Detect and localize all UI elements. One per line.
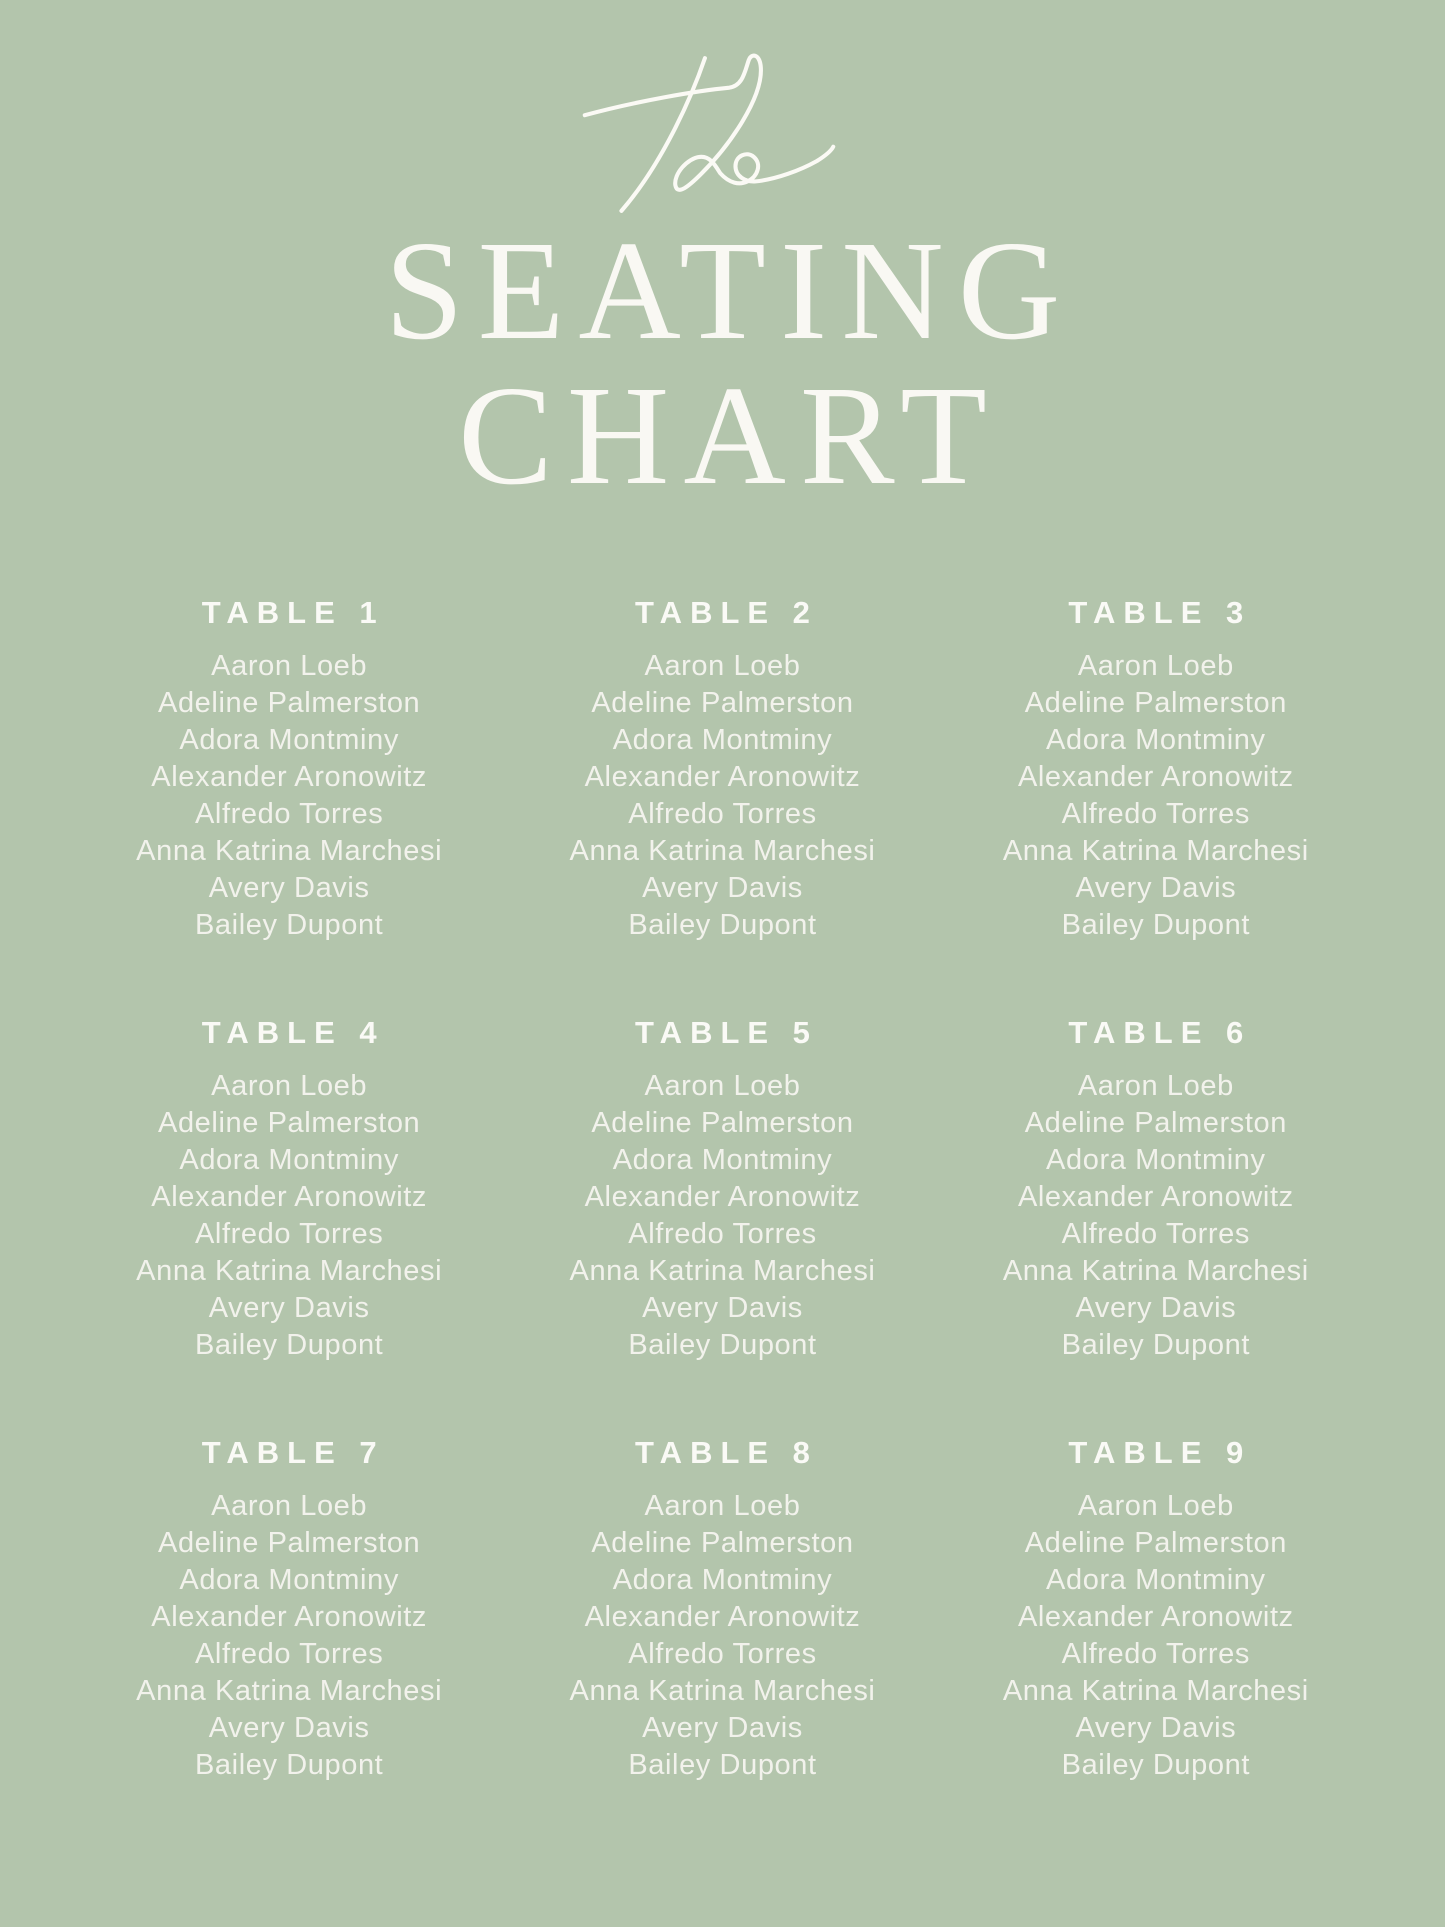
guest-name: Alfredo Torres [1061, 797, 1251, 830]
guest-name: Adora Montminy [612, 1143, 833, 1176]
guest-name: Adeline Palmerston [1024, 1106, 1287, 1139]
title-line-chart: CHART [458, 355, 1001, 514]
guest-name: Alexander Aronowitz [151, 760, 428, 793]
guest-name: Anna Katrina Marchesi [1002, 834, 1309, 867]
guest-name: Alexander Aronowitz [151, 1600, 428, 1633]
guest-name: Adeline Palmerston [591, 686, 854, 719]
guest-name: Aaron Loeb [211, 1489, 368, 1522]
table-label: TABLE 7 [201, 1434, 385, 1470]
guest-name: Alfredo Torres [628, 1217, 817, 1250]
guest-name: Bailey Dupont [194, 1748, 384, 1781]
guest-name: Bailey Dupont [194, 908, 384, 941]
guest-name: Avery Davis [1075, 1291, 1237, 1324]
page-title [0, 211, 1445, 514]
guest-name: Alfredo Torres [194, 1637, 384, 1670]
tables-grid [73, 594, 1373, 1784]
guest-name: Adeline Palmerston [1024, 1526, 1287, 1559]
guest-name: Bailey Dupont [1061, 1328, 1250, 1361]
guest-name: Adora Montminy [612, 723, 833, 756]
table-section [73, 1434, 506, 1784]
table-section [939, 594, 1372, 944]
guest-name: Avery Davis [642, 871, 803, 904]
guest-name: Anna Katrina Marchesi [136, 1674, 443, 1707]
guest-name: Bailey Dupont [628, 1748, 817, 1781]
guest-name: Anna Katrina Marchesi [569, 1254, 876, 1287]
guest-list [506, 648, 939, 944]
guest-list [506, 1488, 939, 1784]
guest-list [506, 1068, 939, 1364]
guest-name: Adeline Palmerston [158, 1526, 421, 1559]
guest-name: Alfredo Torres [628, 797, 817, 830]
script-the-word [576, 50, 842, 218]
guest-name: Bailey Dupont [628, 908, 817, 941]
guest-name: Avery Davis [208, 1291, 370, 1324]
guest-name: Bailey Dupont [628, 1328, 817, 1361]
guest-name: Aaron Loeb [1077, 649, 1234, 682]
guest-name: Anna Katrina Marchesi [1002, 1674, 1309, 1707]
guest-name: Alexander Aronowitz [584, 1600, 861, 1633]
guest-name: Aaron Loeb [1077, 1069, 1234, 1102]
table-label: TABLE 9 [1068, 1434, 1252, 1470]
guest-name: Bailey Dupont [1061, 908, 1250, 941]
table-label: TABLE 3 [1068, 594, 1252, 630]
guest-name: Anna Katrina Marchesi [1002, 1254, 1309, 1287]
guest-list [939, 648, 1372, 944]
guest-name: Avery Davis [1075, 1711, 1237, 1744]
guest-list [73, 1488, 506, 1784]
table-section [73, 594, 506, 944]
guest-name: Adeline Palmerston [591, 1526, 854, 1559]
title-block [0, 0, 1445, 514]
guest-name: Anna Katrina Marchesi [569, 1674, 876, 1707]
guest-name: Alfredo Torres [628, 1637, 817, 1670]
guest-name: Aaron Loeb [644, 649, 801, 682]
guest-name: Avery Davis [208, 871, 370, 904]
title-line-seating: SEATING [384, 211, 1075, 369]
guest-name: Alfredo Torres [194, 1217, 384, 1250]
guest-name: Anna Katrina Marchesi [136, 1254, 443, 1287]
guest-name: Alexander Aronowitz [151, 1180, 428, 1213]
table-section [506, 594, 939, 944]
guest-name: Bailey Dupont [1061, 1748, 1250, 1781]
guest-name: Anna Katrina Marchesi [569, 834, 876, 867]
guest-name: Aaron Loeb [211, 649, 368, 682]
guest-name: Alfredo Torres [194, 797, 384, 830]
guest-name: Adora Montminy [612, 1563, 833, 1596]
guest-name: Alexander Aronowitz [1017, 760, 1294, 793]
guest-name: Adora Montminy [1046, 1563, 1266, 1596]
script-stroke-main [584, 56, 832, 190]
table-section [506, 1014, 939, 1364]
guest-name: Adora Montminy [1046, 723, 1266, 756]
guest-list [939, 1068, 1372, 1364]
guest-name: Adeline Palmerston [591, 1106, 854, 1139]
guest-name: Adora Montminy [179, 1143, 399, 1176]
guest-name: Adora Montminy [179, 723, 399, 756]
table-section [939, 1014, 1372, 1364]
guest-name: Avery Davis [208, 1711, 370, 1744]
table-label: TABLE 5 [635, 1014, 818, 1050]
guest-name: Bailey Dupont [194, 1328, 384, 1361]
guest-name: Adeline Palmerston [1024, 686, 1287, 719]
guest-name: Aaron Loeb [644, 1489, 801, 1522]
guest-name: Alexander Aronowitz [1017, 1600, 1294, 1633]
guest-name: Adora Montminy [1046, 1143, 1266, 1176]
guest-list [939, 1488, 1372, 1784]
table-label: TABLE 6 [1068, 1014, 1252, 1050]
guest-name: Alfredo Torres [1061, 1217, 1251, 1250]
guest-name: Avery Davis [1075, 871, 1237, 904]
guest-name: Alexander Aronowitz [584, 760, 861, 793]
guest-list [73, 1068, 506, 1364]
table-section [506, 1434, 939, 1784]
table-section [73, 1014, 506, 1364]
guest-name: Aaron Loeb [644, 1069, 801, 1102]
guest-name: Aaron Loeb [1077, 1489, 1234, 1522]
script-stroke-stem [621, 58, 704, 211]
guest-name: Anna Katrina Marchesi [136, 834, 443, 867]
guest-name: Alfredo Torres [1061, 1637, 1251, 1670]
guest-name: Aaron Loeb [211, 1069, 368, 1102]
guest-name: Avery Davis [642, 1291, 803, 1324]
guest-name: Alexander Aronowitz [584, 1180, 861, 1213]
guest-name: Adora Montminy [179, 1563, 399, 1596]
guest-name: Adeline Palmerston [158, 686, 421, 719]
guest-name: Avery Davis [642, 1711, 803, 1744]
table-label: TABLE 2 [635, 594, 818, 630]
table-label: TABLE 8 [635, 1434, 818, 1470]
table-label: TABLE 1 [201, 594, 385, 630]
table-label: TABLE 4 [201, 1014, 385, 1050]
guest-name: Adeline Palmerston [158, 1106, 421, 1139]
table-section [939, 1434, 1372, 1784]
guest-name: Alexander Aronowitz [1017, 1180, 1294, 1213]
guest-list [73, 648, 506, 944]
